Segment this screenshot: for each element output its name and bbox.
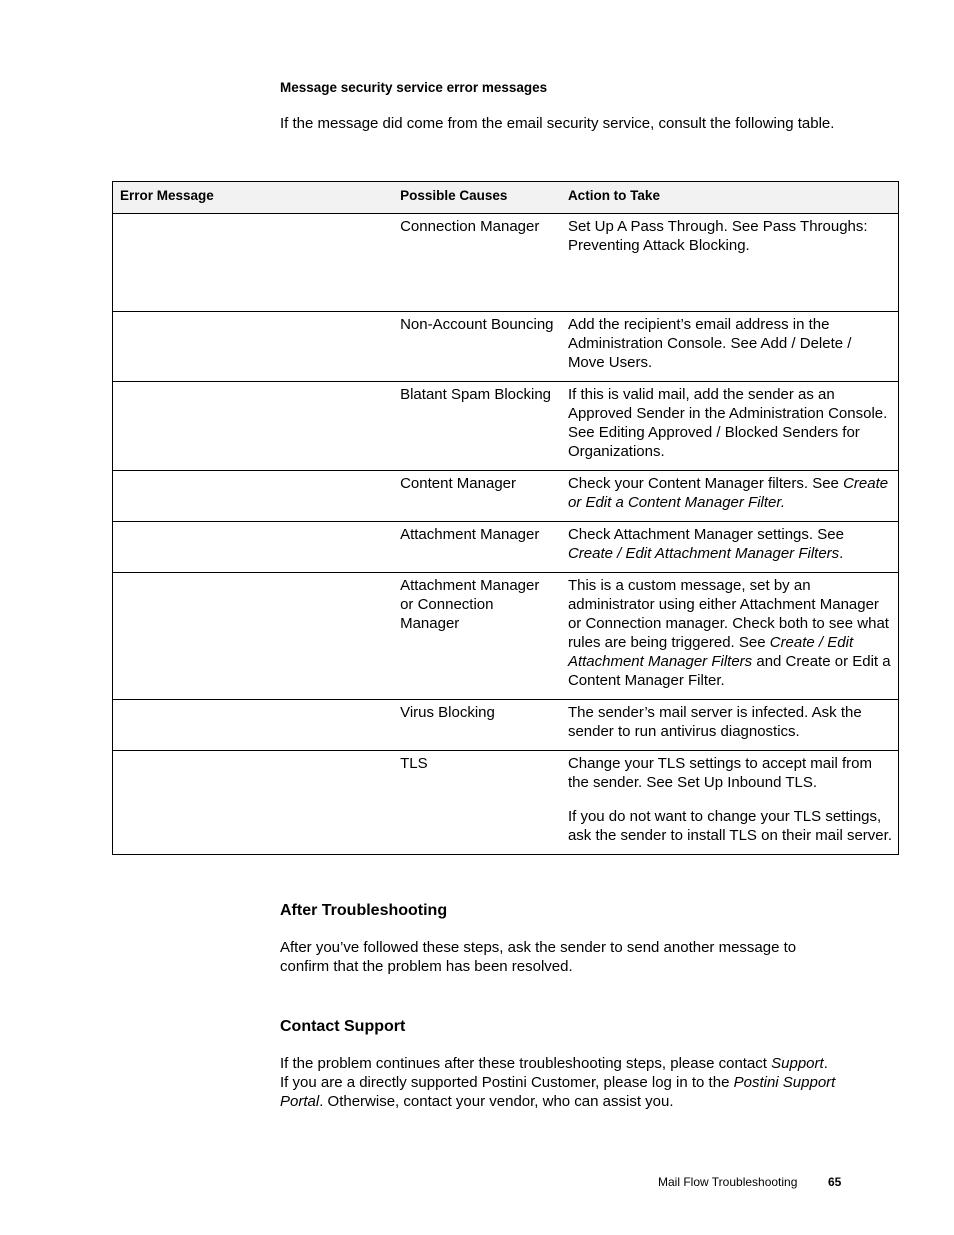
cause-cell: Virus Blocking: [393, 700, 561, 751]
error-cell: [113, 700, 394, 751]
table-row: [113, 700, 899, 751]
section-heading: Message security service error messages: [280, 80, 548, 95]
table-row: [113, 471, 899, 522]
action-cell: The sender’s mail server is infected. Ask the sender to run antivirus diagnostics.: [561, 700, 899, 751]
after-troubleshooting-heading: After Troubleshooting: [280, 902, 448, 919]
action-text: This is a custom message, set by an administrator using either Attachment Manager or Connection manager. Check both to see what rules are being triggered. See: [567, 577, 889, 651]
support-link[interactable]: Support: [771, 1055, 824, 1072]
contact-support-heading: Contact Support: [280, 1018, 406, 1035]
error-cell: [113, 312, 394, 382]
page-number: 65: [828, 1175, 842, 1189]
cause-cell: Attachment Manager: [393, 522, 561, 573]
table-row: [113, 312, 899, 382]
cause-cell: Content Manager: [393, 471, 561, 522]
footer-title: Mail Flow Troubleshooting: [658, 1175, 798, 1189]
table-header-row: [113, 182, 899, 214]
contact-support-paragraph: [280, 1054, 840, 1111]
action-cell: [561, 471, 899, 522]
error-cell: [113, 573, 394, 700]
action-cell: [561, 751, 899, 855]
action-cell: [561, 522, 899, 573]
action-text: Check Attachment Manager settings. See: [567, 526, 844, 543]
contact-text: . Otherwise, contact your vendor, who can assist you.: [319, 1093, 674, 1110]
error-cell: [113, 751, 394, 855]
table-row: [113, 214, 899, 312]
action-text: Check your Content Manager filters. See: [567, 475, 844, 492]
action-cell: [561, 573, 899, 700]
header-action-to-take: Action to Take: [561, 182, 899, 214]
postini-support-portal-link[interactable]: Postini Support Portal: [280, 1074, 836, 1110]
action-text-end: .: [839, 545, 844, 562]
header-possible-causes: Possible Causes: [393, 182, 561, 214]
error-messages-table: [112, 181, 899, 855]
action-reference: Create or Edit a Content Manager Filter.: [567, 475, 889, 511]
cause-cell: Blatant Spam Blocking: [393, 382, 561, 471]
cause-cell: TLS: [393, 751, 561, 855]
header-error-message: Error Message: [113, 182, 394, 214]
error-cell: [113, 471, 394, 522]
action-cell: Set Up A Pass Through. See Pass Throughs: Preventing Attack Blocking.: [561, 214, 899, 312]
contact-text: . If you are a directly supported Postini Customer, please log in to the: [280, 1055, 828, 1091]
cause-cell: Connection Manager: [393, 214, 561, 312]
action-cell: If this is valid mail, add the sender as an Approved Sender in the Administration Console. See Editing Approved / Blocked Senders for Organizations.: [561, 382, 899, 471]
action-cell: Add the recipient’s email address in the Administration Console. See Add / Delete / Move Users.: [561, 312, 899, 382]
after-troubleshooting-paragraph: After you’ve followed these steps, ask the sender to send another message to confirm that the problem has been resolved.: [280, 939, 797, 975]
action-reference: Create / Edit Attachment Manager Filters: [567, 634, 854, 670]
cause-cell: Attachment Manager or Connection Manager: [393, 573, 561, 700]
table-row: [113, 382, 899, 471]
action-paragraph: Change your TLS settings to accept mail from the sender. See Set Up Inbound TLS.: [567, 755, 872, 791]
table-row: [113, 573, 899, 700]
action-reference: Create / Edit Attachment Manager Filters: [567, 545, 840, 562]
error-cell: [113, 522, 394, 573]
table-row: [113, 751, 899, 855]
error-cell: [113, 382, 394, 471]
cause-cell: Non-Account Bouncing: [393, 312, 561, 382]
table-row: [113, 522, 899, 573]
action-text-end: and Create or Edit a Content Manager Filter.: [567, 653, 891, 689]
error-cell: [113, 214, 394, 312]
contact-text: If the problem continues after these troubleshooting steps, please contact: [280, 1055, 772, 1072]
action-paragraph: If you do not want to change your TLS settings, ask the sender to install TLS on their mail server.: [567, 808, 892, 844]
intro-paragraph: If the message did come from the email security service, consult the following table.: [280, 115, 835, 132]
